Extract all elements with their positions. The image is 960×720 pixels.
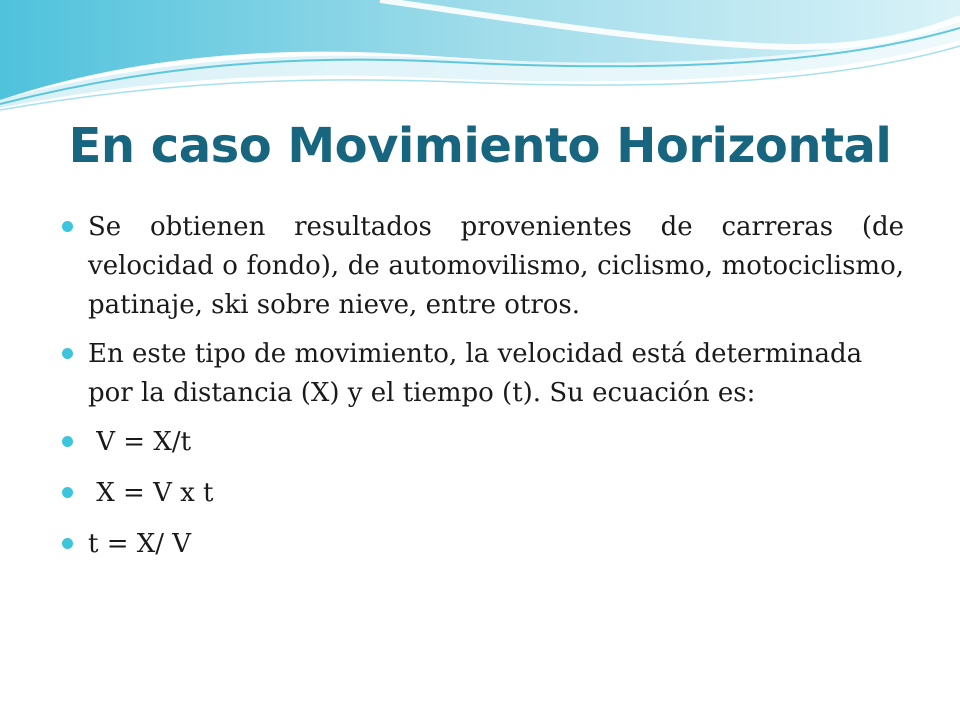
bullet-text: X = V x t: [88, 478, 214, 508]
bullet-dot-icon: [62, 436, 73, 447]
bullet-dot-icon: [62, 221, 73, 232]
bullet-item-equation-distance: [62, 474, 904, 513]
bullet-dot-icon: [62, 538, 73, 549]
bullet-item-velocity-definition: [62, 335, 904, 413]
bullet-text: En este tipo de movimiento, la velocidad está determinada por la distancia (X) y el tiempo (t). Su ecuación es:: [88, 339, 863, 408]
bullet-item-results: [62, 208, 904, 325]
bullet-item-equation-velocity: [62, 423, 904, 462]
bullet-dot-icon: [62, 487, 73, 498]
bullet-text: Se obtienen resultados provenientes de carreras (de velocidad o fondo), de automovilismo, ciclismo, motociclismo, patinaje, ski sobre nieve, entre otros.: [88, 212, 904, 320]
bullet-text: t = X/ V: [88, 529, 192, 559]
header-wave-decoration: [0, 0, 960, 120]
slide-title: En caso Movimiento Horizontal: [68, 118, 892, 174]
bullet-item-equation-time: [62, 525, 904, 564]
bullet-dot-icon: [62, 348, 73, 359]
bullet-list: [62, 208, 904, 576]
bullet-text: V = X/t: [88, 427, 192, 457]
